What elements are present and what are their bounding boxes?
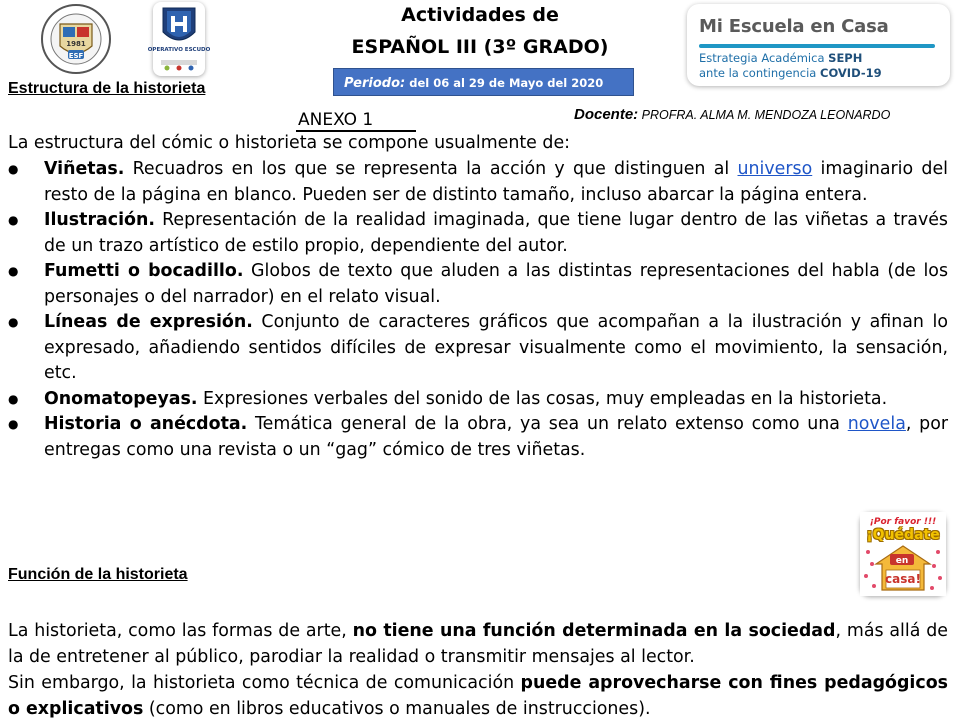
link-universo[interactable]: universo bbox=[737, 159, 813, 179]
mi-escuela-line2: ante la contingencia COVID-19 bbox=[699, 66, 882, 80]
school-logo bbox=[38, 2, 114, 76]
escudo-logo-text: OPERATIVO ESCUDO bbox=[147, 47, 211, 53]
bullet-icon: ● bbox=[8, 264, 19, 278]
docente-label: Docente: bbox=[574, 106, 639, 123]
docente-line bbox=[574, 106, 890, 123]
list-item-ilustracion: ● Ilustración. Representación de la realidad imaginada, que tiene lugar dentro de las viñetas a través de un trazo artístico de estilo propio, dependiente del autor. bbox=[8, 210, 948, 256]
mi-escuela-en-casa-logo bbox=[687, 4, 950, 86]
link-novela[interactable]: novela bbox=[847, 414, 906, 434]
bullet-icon: ● bbox=[8, 417, 19, 431]
periodo-value: del 06 al 29 de Mayo del 2020 bbox=[409, 76, 604, 90]
paragraph-funcion-1: La historieta, como las formas de arte, no tiene una función determinada en la sociedad, más allá de la de entretener al público, parodiar la realidad o transmitir mensajes al lector. bbox=[8, 621, 948, 667]
periodo-label: Periodo: bbox=[344, 76, 406, 91]
mi-escuela-title: Mi Escuela en Casa bbox=[699, 16, 889, 37]
bullet-icon: ● bbox=[8, 315, 19, 329]
operativo-escudo-logo bbox=[147, 2, 211, 76]
quedate-en-casa-badge bbox=[860, 512, 946, 596]
quedate-main-text: ¡Quédate bbox=[866, 527, 940, 543]
page-title-line2: ESPAÑOL III (3º GRADO) bbox=[351, 36, 609, 58]
structure-list bbox=[8, 157, 948, 463]
section-heading-funcion: Función de la historieta bbox=[8, 566, 188, 583]
periodo-banner bbox=[333, 68, 634, 96]
quedate-top-text: ¡Por favor !!! bbox=[869, 517, 937, 527]
list-item-fumetti: ● Fumetti o bocadillo. Globos de texto que aluden a las distintas representaciones del habla (de los personajes o del narrador) en el relato visual. bbox=[8, 261, 948, 307]
section-heading-estructura: Estructura de la historieta bbox=[8, 80, 206, 97]
list-item-historia: ● Historia o anécdota. Temática general de la obra, ya sea un relato extenso como una novela, por entregas como una revista o un “gag” cómico de tres viñetas. bbox=[8, 414, 949, 460]
paragraph-funcion-2: Sin embargo, la historieta como técnica de comunicación puede aprovecharse con fines pedagógicos o explicativos (como en libros educativos o manuales de instrucciones). bbox=[8, 673, 948, 719]
page-title-line1: Actividades de bbox=[401, 4, 559, 26]
anexo-label: ANEXO 1 bbox=[298, 110, 374, 130]
docente-name: PROFRA. ALMA M. MENDOZA LEONARDO bbox=[641, 108, 891, 122]
list-item-lineas: ● Líneas de expresión. Conjunto de caracteres gráficos que acompañan a la ilustración y afinan lo expresado, añadiendo sentidos difíciles de expresar visualmente como el movimiento, la sensación, etc. bbox=[8, 312, 948, 383]
list-item-onomatopeyas: ● Onomatopeyas. Expresiones verbales del sonido de las cosas, muy empleadas en la historieta. bbox=[8, 387, 948, 413]
bullet-icon: ● bbox=[8, 162, 19, 176]
intro-text: La estructura del cómic o historieta se compone usualmente de: bbox=[8, 133, 571, 153]
bullet-icon: ● bbox=[8, 213, 19, 227]
quedate-en: en bbox=[895, 556, 909, 566]
school-logo-initials: ESF bbox=[68, 52, 84, 60]
list-item-vinetas: ● Viñetas. Recuadros en los que se representa la acción y que distinguen al universo imaginario del resto de la página en blanco. Pueden ser de distinto tamaño, incluso abarcar la página entera. bbox=[8, 159, 948, 205]
mi-escuela-line1: Estrategia Académica SEPH bbox=[699, 51, 863, 65]
bullet-icon: ● bbox=[8, 391, 19, 406]
school-logo-year: 1981 bbox=[66, 40, 86, 48]
quedate-casa: casa! bbox=[885, 572, 921, 586]
mi-escuela-accent-bar bbox=[699, 44, 935, 48]
